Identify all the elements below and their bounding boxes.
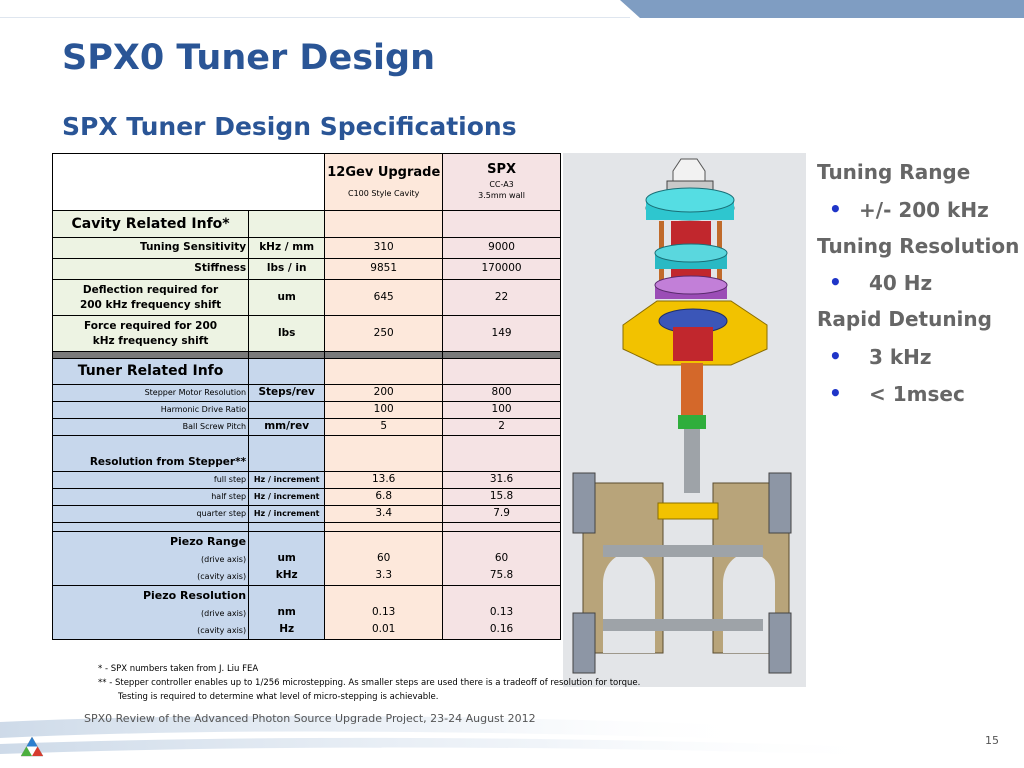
row-unit: Hz / increment xyxy=(249,506,325,523)
row-unit: lbs xyxy=(249,316,325,352)
row-label-line1: Deflection required for xyxy=(82,284,219,297)
row-value-spx: 170000 xyxy=(443,259,561,280)
bullet-dot-icon: • xyxy=(829,344,842,368)
row-value-spx: 800 xyxy=(443,385,561,402)
cavity-section-label: Cavity Related Info* xyxy=(53,211,249,238)
piezo-range-spx-b: 75.8 xyxy=(489,569,514,581)
footer-text: SPX0 Review of the Advanced Photon Source Upgrade Project, 23-24 August 2012 xyxy=(84,712,536,725)
table-row xyxy=(53,259,561,280)
row-label: Stepper Motor Resolution xyxy=(53,385,249,402)
row-unit: Hz / increment xyxy=(249,472,325,489)
row-value-12gev: 250 xyxy=(325,316,443,352)
piezo-resolution-spx xyxy=(443,586,561,640)
row-value-12gev: 5 xyxy=(325,419,443,436)
piezo-range-units xyxy=(249,532,325,586)
piezo-range-sub1: (drive axis) xyxy=(201,554,247,564)
table-row xyxy=(53,359,561,385)
row-value-spx: 22 xyxy=(443,280,561,316)
row-label-line2: 200 kHz frequency shift xyxy=(79,298,222,311)
header-spx-title: SPX xyxy=(487,162,516,178)
piezo-range-unit2: kHz xyxy=(275,569,298,581)
piezo-range-12gev-a: 60 xyxy=(376,552,391,564)
piezo-resolution-12gev xyxy=(325,586,443,640)
piezo-range-12gev xyxy=(325,532,443,586)
piezo-resolution-spx-a: 0.13 xyxy=(489,606,514,618)
row-value-12gev: 310 xyxy=(325,238,443,259)
row-value-spx: 2 xyxy=(443,419,561,436)
argonne-logo-icon xyxy=(20,736,44,758)
piezo-range-unit1: um xyxy=(277,552,296,564)
piezo-range-12gev-b: 3.3 xyxy=(375,569,393,581)
resolution-section-label: Resolution from Stepper** xyxy=(53,436,249,472)
row-label: Stiffness xyxy=(53,259,249,280)
top-decorative-band xyxy=(0,0,1024,18)
spec-table xyxy=(52,153,561,640)
row-label: Tuning Sensitivity xyxy=(53,238,249,259)
row-unit: Steps/rev xyxy=(249,385,325,402)
table-row xyxy=(53,385,561,402)
row-unit: lbs / in xyxy=(249,259,325,280)
table-row xyxy=(53,238,561,259)
bullet-heading-tuning-resolution: Tuning Resolution xyxy=(817,234,1020,258)
footnote-1: * - SPX numbers taken from J. Liu FEA xyxy=(98,664,259,674)
table-row xyxy=(53,506,561,523)
row-label: Ball Screw Pitch xyxy=(53,419,249,436)
row-unit: um xyxy=(249,280,325,316)
row-value-12gev: 100 xyxy=(325,402,443,419)
row-value-spx: 9000 xyxy=(443,238,561,259)
row-value-12gev: 3.4 xyxy=(325,506,443,523)
piezo-resolution-unit1: nm xyxy=(277,606,296,618)
table-row xyxy=(53,280,561,316)
slide-title: SPX0 Tuner Design xyxy=(62,38,436,78)
tuner-section-label: Tuner Related Info xyxy=(53,359,249,385)
bullet-tuning-range-value: +/- 200 kHz xyxy=(859,198,989,222)
piezo-resolution-units xyxy=(249,586,325,640)
piezo-resolution-sub1: (drive axis) xyxy=(201,608,247,618)
row-label-line2: kHz frequency shift xyxy=(92,334,209,347)
row-value-12gev: 200 xyxy=(325,385,443,402)
table-row xyxy=(53,316,561,352)
row-label: full step xyxy=(53,472,249,489)
piezo-resolution-label: Piezo Resolution xyxy=(142,588,247,602)
table-footnotes xyxy=(98,662,640,704)
row-value-12gev: 6.8 xyxy=(325,489,443,506)
header-12gev xyxy=(325,154,443,211)
piezo-resolution-12gev-b: 0.01 xyxy=(371,623,396,635)
row-value-spx: 15.8 xyxy=(443,489,561,506)
piezo-resolution-spx-b: 0.16 xyxy=(489,623,514,635)
bullet-dot-icon: • xyxy=(829,381,842,405)
piezo-range-spx-a: 60 xyxy=(494,552,509,564)
slide-subtitle: SPX Tuner Design Specifications xyxy=(62,112,517,141)
table-header-row xyxy=(53,154,561,211)
header-12gev-sub: C100 Style Cavity xyxy=(347,188,420,198)
table-row xyxy=(53,436,561,472)
piezo-range-labels xyxy=(53,532,249,586)
bullet-heading-tuning-range: Tuning Range xyxy=(817,160,971,184)
piezo-resolution-labels xyxy=(53,586,249,640)
section-divider xyxy=(53,352,561,359)
row-unit xyxy=(249,402,325,419)
piezo-range-spx xyxy=(443,532,561,586)
bullet-dot-icon: • xyxy=(829,270,842,294)
bullet-dot-icon: • xyxy=(829,197,842,221)
table-row xyxy=(53,402,561,419)
piezo-resolution-unit2: Hz xyxy=(279,623,295,635)
row-value-spx: 7.9 xyxy=(443,506,561,523)
bullet-rapid-detuning-value2: < 1msec xyxy=(869,382,965,406)
table-row xyxy=(53,419,561,436)
bullet-rapid-detuning-value1: 3 kHz xyxy=(869,345,932,369)
header-spx-sub1: CC-A3 xyxy=(489,179,514,189)
table-row xyxy=(53,211,561,238)
table-row-piezo-resolution xyxy=(53,586,561,640)
page-number: 15 xyxy=(985,734,999,747)
piezo-resolution-12gev-a: 0.13 xyxy=(371,606,396,618)
piezo-resolution-sub2: (cavity axis) xyxy=(197,625,247,635)
row-unit: Hz / increment xyxy=(249,489,325,506)
row-value-12gev: 645 xyxy=(325,280,443,316)
row-value-12gev: 9851 xyxy=(325,259,443,280)
piezo-range-sub2: (cavity axis) xyxy=(197,571,247,581)
table-spacer-row xyxy=(53,523,561,532)
row-unit: mm/rev xyxy=(249,419,325,436)
row-label: quarter step xyxy=(53,506,249,523)
row-label xyxy=(53,280,249,316)
footer-decorative-band xyxy=(0,700,1024,768)
header-spx-sub2: 3.5mm wall xyxy=(478,191,525,201)
row-label xyxy=(53,316,249,352)
row-unit: kHz / mm xyxy=(249,238,325,259)
row-value-spx: 100 xyxy=(443,402,561,419)
footnote-3: Testing is required to determine what level of micro-stepping is achievable. xyxy=(118,692,439,702)
row-label: Harmonic Drive Ratio xyxy=(53,402,249,419)
tuner-assembly-3d-render xyxy=(563,153,806,687)
table-row xyxy=(53,472,561,489)
row-label: half step xyxy=(53,489,249,506)
bullet-tuning-resolution-value: 40 Hz xyxy=(869,271,933,295)
header-12gev-title: 12Gev Upgrade xyxy=(327,164,441,180)
header-spx xyxy=(443,154,561,211)
row-value-spx: 149 xyxy=(443,316,561,352)
table-row-piezo-range xyxy=(53,532,561,586)
table-row xyxy=(53,489,561,506)
table-corner-cell xyxy=(53,154,325,211)
footnote-2: ** - Stepper controller enables up to 1/256 microstepping. As smaller steps are used there is a tradeoff of resolution for torque. xyxy=(98,678,641,688)
row-value-12gev: 13.6 xyxy=(325,472,443,489)
piezo-range-label: Piezo Range xyxy=(169,534,247,548)
bullet-heading-rapid-detuning: Rapid Detuning xyxy=(817,307,992,331)
row-label-line1: Force required for 200 xyxy=(84,320,218,333)
row-value-spx: 31.6 xyxy=(443,472,561,489)
